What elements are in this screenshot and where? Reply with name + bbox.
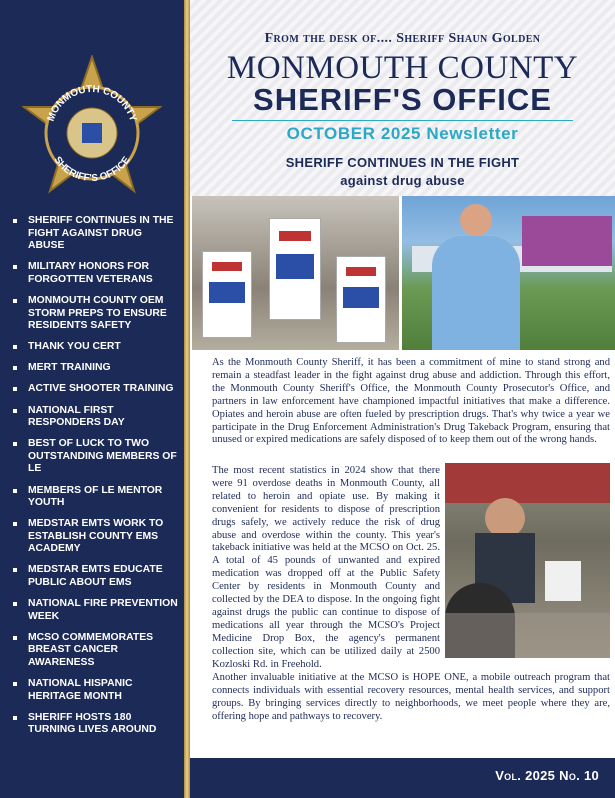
- sheriff-outdoor-photo: [402, 196, 615, 350]
- org-name-line1: MONMOUTH COUNTY: [226, 50, 579, 86]
- sidebar-item[interactable]: MCSO COMMEMORATES BREAST CANCER AWARENESS: [12, 632, 180, 670]
- headline-line2: against drug abuse: [340, 173, 465, 188]
- sheriff-badge-logo: [22, 55, 162, 205]
- table-of-contents: [12, 215, 180, 746]
- article-paragraph: Another invaluable initiative at the MCSO is HOPE ONE, a mobile outreach program that connects individuals with essential recovery resources, mental health services, and support groups. By bringing services directly to neighborhoods, we meet people where they are, offering hope and pathways to recovery.: [212, 672, 610, 722]
- person-shirt: [432, 236, 520, 350]
- sidebar: [0, 0, 184, 798]
- article-headline: [190, 154, 615, 190]
- sidebar-item[interactable]: MONMOUTH COUNTY OEM STORM PREPS TO ENSURE RESIDENTS SAFETY: [12, 295, 180, 333]
- masthead: [190, 0, 615, 196]
- sidebar-item[interactable]: BEST OF LUCK TO TWO OUTSTANDING MEMBERS OF LE: [12, 438, 180, 476]
- drop-box: [202, 251, 252, 338]
- sidebar-item[interactable]: MILITARY HONORS FOR FORGOTTEN VETERANS: [12, 261, 180, 286]
- newsletter-page: [190, 0, 615, 798]
- tent: [522, 216, 612, 266]
- headline-line1: SHERIFF CONTINUES IN THE FIGHT: [285, 155, 520, 170]
- newsletter-rule: [232, 120, 573, 121]
- from-the-desk-line: From the desk of.... Sheriff Shaun Golden: [264, 31, 541, 46]
- sidebar-item[interactable]: THANK YOU CERT: [12, 341, 180, 354]
- drop-box: [545, 561, 581, 601]
- newsletter-title: OCTOBER 2025 Newsletter: [286, 124, 519, 143]
- drop-off-photo: [445, 463, 610, 658]
- vehicle: [445, 463, 610, 503]
- drop-box-photo: [192, 196, 399, 350]
- sidebar-item[interactable]: MEMBERS OF LE MENTOR YOUTH: [12, 485, 180, 510]
- person-head: [460, 204, 492, 236]
- person-head: [485, 498, 525, 538]
- sidebar-item[interactable]: MERT TRAINING: [12, 362, 180, 375]
- badge-bottom-text: SHERIFF'S OFFICE: [51, 154, 133, 185]
- sidebar-item[interactable]: SHERIFF HOSTS 180 TURNING LIVES AROUND: [12, 712, 180, 737]
- drop-box: [269, 218, 321, 320]
- ground: [445, 613, 610, 658]
- sidebar-item[interactable]: NATIONAL FIRST RESPONDERS DAY: [12, 405, 180, 430]
- article-paragraph: As the Monmouth County Sheriff, it has been a commitment of mine to stand strong and remain a steadfast leader in the fight against drug abuse and addiction. Through this effort, the Monmouth County Sheriff's Office, the Monmouth County Prosecutor's Office, and partners in law enforcement have championed impactful initiatives that make a difference. Opiates and heroin abuse are often fueled by prescription drugs. That's why twice a year we participate in the Drug Enforcement Administration's Drug Takeback Program, ensuring that unused or expired medications are safely disposed of to keep them out of the wrong hands.: [212, 357, 610, 446]
- article-paragraph: The most recent statistics in 2024 show that there were 91 overdose deaths in Monmouth County, all related to heroin and opiate use. By making it convenient for residents to dispose of prescription drugs safely, we actively reduce the risk of drug abuse and overdose within the county. This year's takeback initiative was held at the MCSO on Oct. 25. A total of 45 pounds of unwanted and expired medication was dropped off at the Public Safety Center by residents in Monmouth County and collected by the DEA to dispose. In the ongoing fight against drugs the public can continue to dispose of medications all year through the MCSO's Project Medicine Drop Box, the agency's permanent collection site, which can be utilized daily at 2500 Kozloski Rd. in Freehold.: [212, 465, 440, 670]
- sidebar-item[interactable]: NATIONAL FIRE PREVENTION WEEK: [12, 598, 180, 623]
- sidebar-item[interactable]: MEDSTAR EMTS EDUCATE PUBLIC ABOUT EMS: [12, 564, 180, 589]
- sidebar-item[interactable]: MEDSTAR EMTS WORK TO ESTABLISH COUNTY EMS ACADEMY: [12, 518, 180, 556]
- footer-bar: [190, 758, 615, 798]
- drop-box: [336, 256, 386, 343]
- sidebar-item[interactable]: NATIONAL HISPANIC HERITAGE MONTH: [12, 678, 180, 703]
- sidebar-item[interactable]: SHERIFF CONTINUES IN THE FIGHT AGAINST DRUG ABUSE: [12, 215, 180, 253]
- badge-top-text: MONMOUTH COUNTY: [45, 83, 139, 123]
- volume-number: Vol. 2025 No. 10: [495, 768, 599, 783]
- sidebar-item[interactable]: ACTIVE SHOOTER TRAINING: [12, 383, 180, 396]
- org-name-line2: SHERIFF'S OFFICE: [253, 82, 552, 117]
